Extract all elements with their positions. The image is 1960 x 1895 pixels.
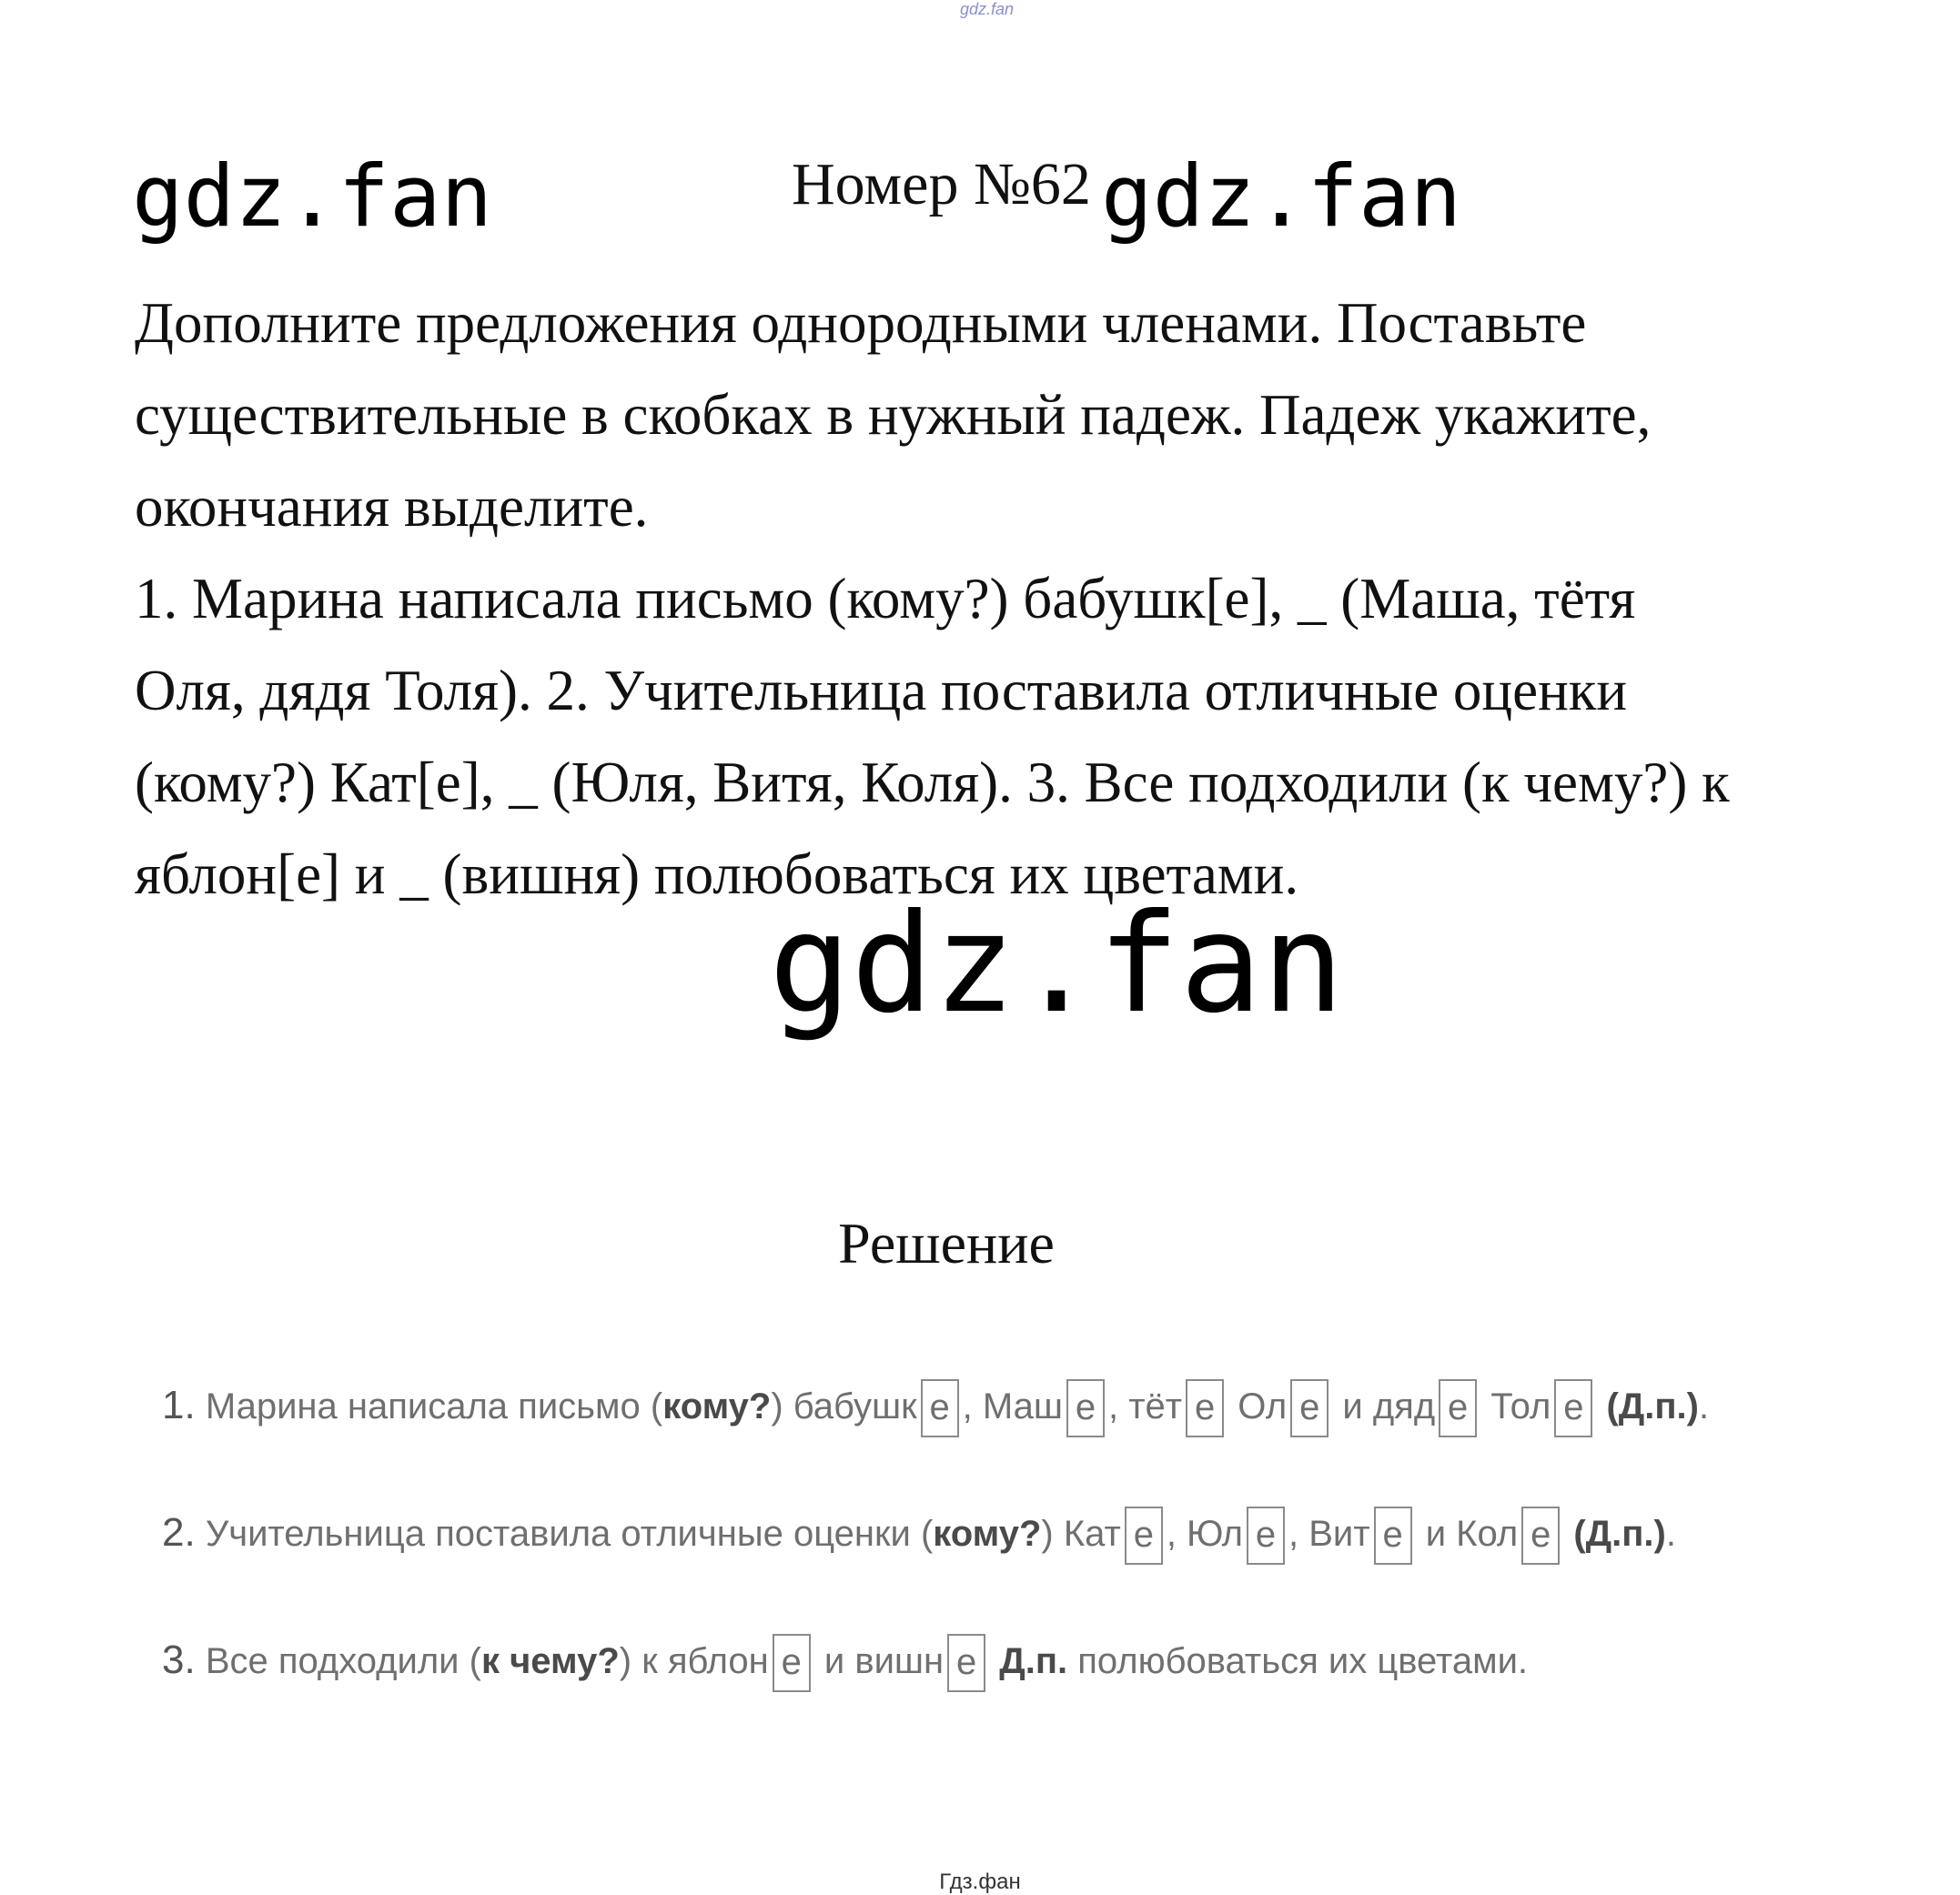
question-word: кому?	[933, 1514, 1042, 1554]
ending-box: е	[1186, 1379, 1224, 1437]
task-instruction: Дополните предложения однородными членами. Поставьте существительные в скобках в нужный падеж. Падеж укажите, окончания выделите.	[135, 291, 1652, 539]
answer-text: ) к яблон	[619, 1641, 769, 1681]
case-label: Д.п.	[999, 1641, 1068, 1681]
task-text: 1. Марина написала письмо (кому?) бабушк[е], _ (Маша, тётя Оля, дядя Толя). 2. Учительница поставила отличные оценки (кому?) Кат[е], _ (Юля, Витя, Коля). 3. Все подходили (к чему?) к яблон[е] и _ (вишня) полюбоваться их цветами.	[135, 567, 1730, 906]
answer-text: и дяд	[1342, 1386, 1436, 1426]
ending-box: е	[1290, 1379, 1329, 1437]
answer-text: , Юл	[1166, 1514, 1244, 1554]
answer-text: и Кол	[1425, 1514, 1519, 1554]
ending-box: е	[947, 1634, 985, 1692]
answer-text: Тол	[1490, 1386, 1551, 1426]
ending-box: е	[1374, 1507, 1412, 1565]
solution-title: Решение	[838, 1211, 1055, 1275]
case-label: (Д.п.)	[1606, 1386, 1699, 1426]
ending-box: е	[1125, 1507, 1163, 1565]
page-title: Номер №62	[792, 151, 1091, 217]
watermark-top: gdz.fan	[960, 0, 1015, 18]
answer-text: Все подходили (	[205, 1641, 481, 1681]
ending-box: е	[1066, 1379, 1105, 1437]
ending-box: е	[1521, 1507, 1560, 1565]
answer-3	[162, 1624, 1891, 1751]
answer-1	[162, 1369, 1891, 1497]
answer-text: .	[1665, 1514, 1676, 1554]
answer-text: Ол	[1238, 1386, 1288, 1426]
watermark-center: gdz.fan	[769, 885, 1345, 1043]
answer-text: ) Кат	[1041, 1514, 1121, 1554]
answer-text: Учительница поставила отличные оценки (	[205, 1514, 934, 1554]
ending-box: е	[1554, 1379, 1592, 1437]
answer-number: 1.	[162, 1383, 196, 1427]
ending-box: е	[921, 1379, 959, 1437]
watermark-left: gdz.fan	[132, 147, 493, 247]
answer-text: полюбоваться их цветами.	[1077, 1641, 1529, 1681]
answers-list	[162, 1369, 1891, 1751]
answer-number: 3.	[162, 1638, 196, 1682]
answer-number: 2.	[162, 1510, 196, 1555]
task-block	[135, 277, 1736, 921]
watermark-right: gdz.fan	[1101, 147, 1462, 247]
answer-text: и вишн	[823, 1641, 945, 1681]
question-word: к чему?	[480, 1641, 620, 1681]
answer-text: , тёт	[1107, 1386, 1183, 1426]
answer-text: , Маш	[962, 1386, 1063, 1426]
answer-text: .	[1698, 1386, 1710, 1426]
answer-text: Марина написала письмо (	[205, 1386, 663, 1426]
answer-text: ) бабушк	[771, 1386, 917, 1426]
ending-box: е	[1247, 1507, 1285, 1565]
ending-box: е	[773, 1634, 811, 1692]
question-word: кому?	[662, 1386, 772, 1426]
ending-box: е	[1439, 1379, 1477, 1437]
case-label: (Д.п.)	[1573, 1514, 1666, 1554]
answer-2	[162, 1497, 1891, 1624]
footer-text: Гдз.фан	[939, 1870, 1021, 1894]
answer-text: , Вит	[1288, 1514, 1370, 1554]
